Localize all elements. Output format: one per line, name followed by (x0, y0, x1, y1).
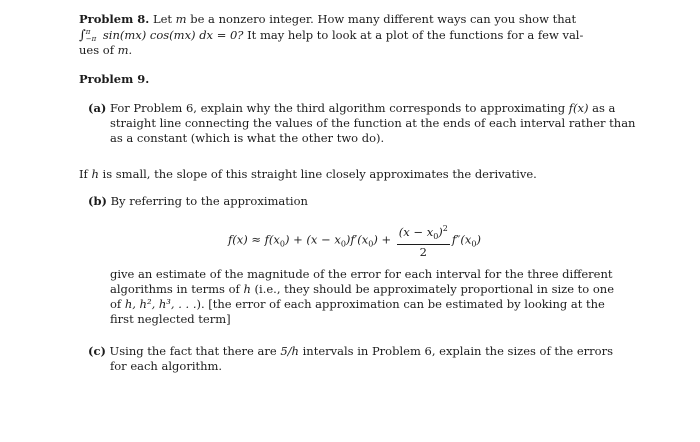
integral-sign: ∫ (79, 28, 86, 43)
problem-9-heading: Problem 9. (79, 72, 150, 86)
part-a-label: (a) (88, 101, 107, 115)
problem-9-part-a: (a) For Problem 6, explain why the third algorithm corresponds to approximating f(x) as a straight line connecting the values of the function at the ends of each interval rather than as a constant (which is what the other two do). (88, 101, 636, 145)
problem-8 (79, 12, 623, 58)
integrand: sin(mx) cos(mx) dx = 0? (102, 28, 244, 42)
problem-8-line-2: ∫ π −π sin(mx) cos(mx) dx = 0? It may help to look at a plot of the functions for a few val- (79, 28, 584, 43)
equation-fraction: $\frac{(x - x_0)^2}{2}$ (398, 224, 448, 259)
problem-8-line-3: ues of m. (79, 43, 133, 57)
problem-8-heading: Problem 8. (79, 12, 150, 26)
problem-9-part-b-body: give an estimate of the magnitude of the error for each interval for the three different algorithms in terms of h (i.e., they should be approximately proportional in size to one of h, h², h³, . . .). [the error of each approximation can be estimated by looking at the first neglected term] (110, 267, 615, 326)
problem-9-part-b-intro: (b) By referring to the approximation (88, 194, 308, 208)
problem-8-line-1: Problem 8. Let m be a nonzero integer. How many different ways can you show that (79, 12, 577, 26)
problem-9-part-c: (c) Using the fact that there are 5/h intervals in Problem 6, explain the sizes of the errors for each algorithm. (88, 344, 614, 373)
integral-lower-limit: −π (85, 35, 97, 43)
integral-upper-limit: π (85, 28, 91, 36)
part-b-label: (b) (88, 194, 107, 208)
taylor-approximation-equation: $f(x) \approx f(x_0) + (x - x_0)f'(x_0)$ + $\frac{(x - x_0)^2}{2}$ $f''(x_0)$ (228, 224, 481, 259)
part-c-label: (c) (88, 344, 106, 358)
interlude-text: If h is small, the slope of this straight line closely approximates the derivative. (79, 167, 537, 181)
